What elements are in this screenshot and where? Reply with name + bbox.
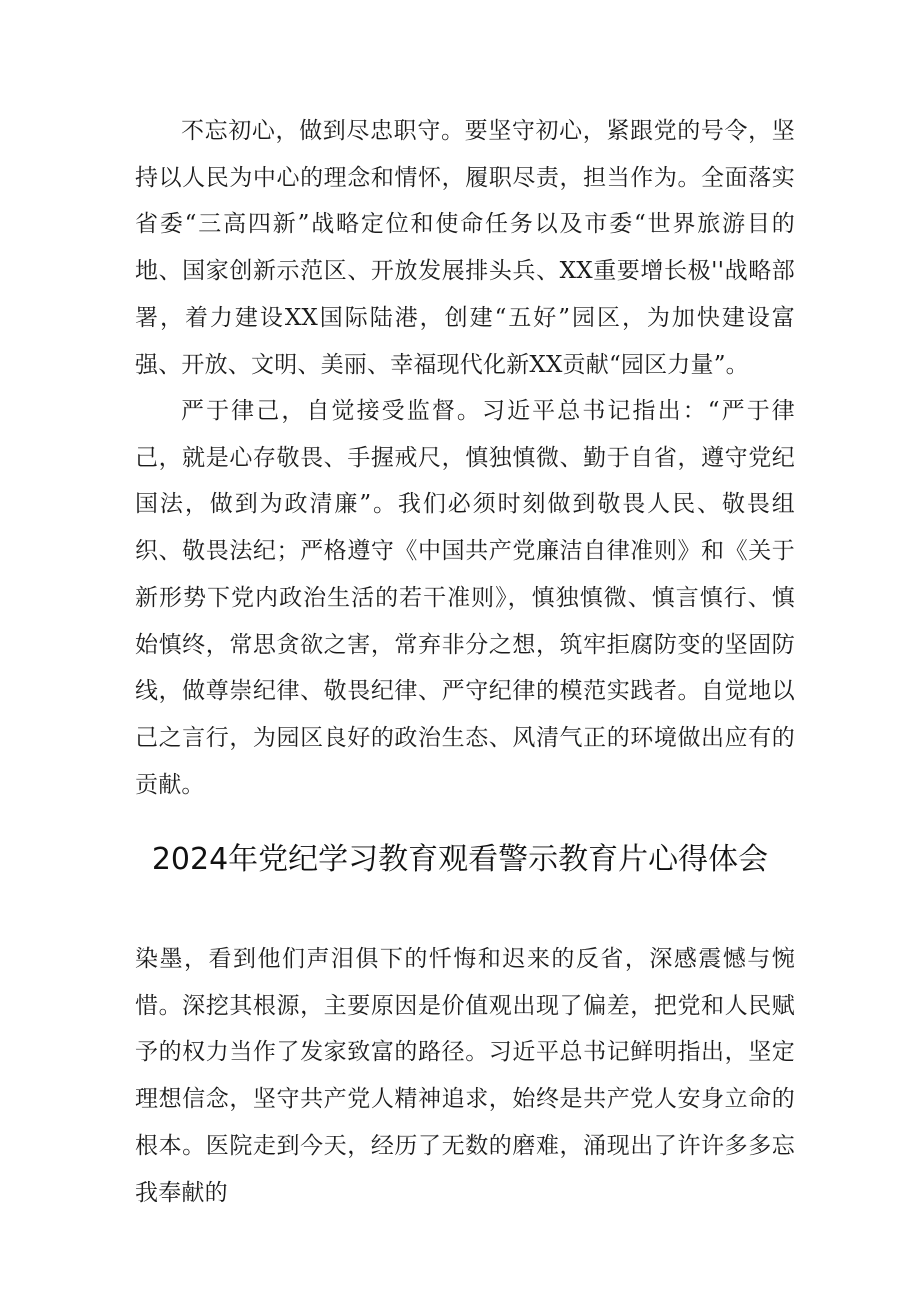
paragraph-stay-true-to-mission: 不忘初心，做到尽忠职守。要坚守初心，紧跟党的号令，坚持以人民为中心的理念和情怀，履职尽责，担当作为。全面落实省委“三高四新”战略定位和使命任务以及市委“世界旅游目的地、国家创新示范区、开放发展排头兵、XX重要增长极''战略部署，着力建设XX国际陆港，创建“五好”园区，为加快建设富强、开放、文明、美丽、幸福现代化新XX贡献“园区力量”。	[135, 118, 795, 378]
paragraph-warning-reflection: 染墨，看到他们声泪俱下的忏悔和迟来的反省，深感震憾与惋惜。深挖其根源，主要原因是价值观出现了偏差，把党和人民赋予的权力当作了发家致富的路径。习近平总书记鲜明指出，坚定理想信念，坚守共产党人精神追求，始终是共产党人安身立命的根本。医院走到今天，经历了无数的磨难，涌现出了许许多多忘我奉献的	[135, 946, 795, 1206]
document-heading: 2024年党纪学习教育观看警示教育片心得体会	[151, 842, 769, 877]
paragraph-self-discipline: 严于律己，自觉接受监督。习近平总书记指出：“严于律己，就是心存敬畏、手握戒尺，慎独慎微、勤于自省，遵守党纪国法，做到为政清廉”。我们必须时刻做到敬畏人民、敬畏组织、敬畏法纪；严格遵守《中国共产党廉洁自律准则》和《关于新形势下党内政治生活的若干准则》，慎独慎微、慎言慎行、慎始慎终，常思贪欲之害，常弃非分之想，筑牢拒腐防变的坚固防线，做尊崇纪律、敬畏纪律、严守纪律的模范实践者。自觉地以己之言行，为园区良好的政治生态、风清气正的环境做出应有的贡献。	[135, 398, 795, 798]
